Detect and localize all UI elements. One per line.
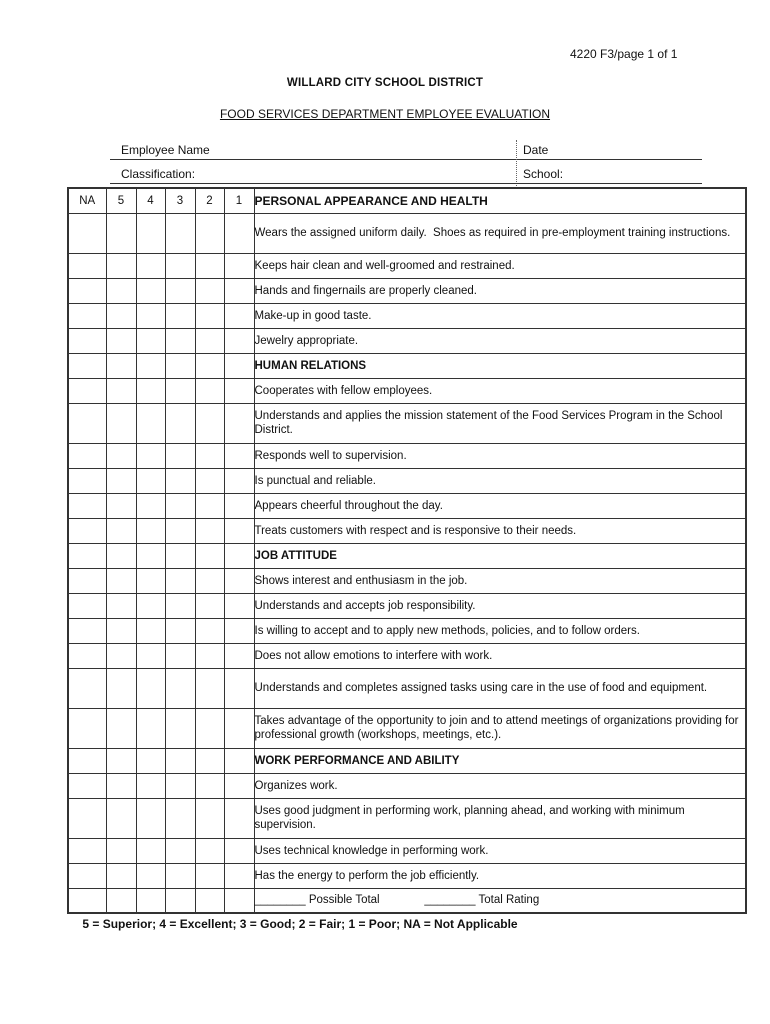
criterion-text: Organizes work. [254, 773, 746, 798]
school-label: School: [523, 167, 564, 181]
rating-cell-1[interactable] [224, 593, 254, 618]
col-4: 4 [136, 188, 165, 213]
rating-cell-1[interactable] [224, 213, 254, 253]
rating-cell-na[interactable] [68, 798, 106, 838]
rating-cell-5[interactable] [106, 568, 136, 593]
criterion-row [68, 213, 746, 253]
rating-cell-na[interactable] [68, 643, 106, 668]
rating-cell-1[interactable] [224, 863, 254, 888]
employee-name-label: Employee Name [121, 143, 210, 157]
rating-cell-3[interactable] [165, 708, 195, 748]
rating-cell-na[interactable] [68, 378, 106, 403]
col-na: NA [68, 188, 106, 213]
rating-cell-4[interactable] [136, 888, 165, 913]
rating-cell-na[interactable] [68, 618, 106, 643]
rating-cell-5[interactable] [106, 798, 136, 838]
criterion-text: Uses good judgment in performing work, planning ahead, and working with minimum supervision. [254, 798, 746, 838]
rating-cell-3[interactable] [165, 748, 195, 773]
rating-cell-4[interactable] [136, 518, 165, 543]
rating-cell-1[interactable] [224, 773, 254, 798]
rating-cell-4[interactable] [136, 378, 165, 403]
header-divider [516, 140, 517, 186]
rating-cell-4[interactable] [136, 543, 165, 568]
rating-cell-1[interactable] [224, 643, 254, 668]
rating-cell-2[interactable] [195, 618, 224, 643]
criterion-row [68, 708, 746, 748]
rating-cell-1[interactable] [224, 443, 254, 468]
section-row [68, 353, 746, 378]
criterion-text: Takes advantage of the opportunity to join and to attend meetings of organizations providing for professional growth (workshops, meetings, etc.). [254, 708, 746, 748]
section-heading: HUMAN RELATIONS [254, 353, 746, 378]
section-heading: WORK PERFORMANCE AND ABILITY [254, 748, 746, 773]
rating-cell-5[interactable] [106, 278, 136, 303]
rating-cell-3[interactable] [165, 773, 195, 798]
evaluation-table [67, 187, 747, 914]
rating-cell-na[interactable] [68, 668, 106, 708]
classification-line[interactable] [110, 183, 702, 184]
rating-cell-na[interactable] [68, 493, 106, 518]
rating-cell-1[interactable] [224, 518, 254, 543]
rating-cell-2[interactable] [195, 708, 224, 748]
rating-cell-na[interactable] [68, 303, 106, 328]
rating-cell-3[interactable] [165, 518, 195, 543]
rating-cell-3[interactable] [165, 468, 195, 493]
classification-label: Classification: [121, 167, 196, 181]
rating-cell-3[interactable] [165, 353, 195, 378]
rating-cell-4[interactable] [136, 618, 165, 643]
rating-cell-3[interactable] [165, 303, 195, 328]
section-row [68, 543, 746, 568]
rating-cell-2[interactable] [195, 568, 224, 593]
district-name: WILLARD CITY SCHOOL DISTRICT [286, 77, 484, 89]
rating-cell-5[interactable] [106, 518, 136, 543]
rating-cell-na[interactable] [68, 748, 106, 773]
rating-cell-1[interactable] [224, 668, 254, 708]
criterion-text: Keeps hair clean and well-groomed and restrained. [254, 253, 746, 278]
rating-cell-2[interactable] [195, 888, 224, 913]
rating-cell-3[interactable] [165, 543, 195, 568]
criterion-text: Understands and completes assigned tasks using care in the use of food and equipment. [254, 668, 746, 708]
rating-cell-4[interactable] [136, 593, 165, 618]
rating-cell-4[interactable] [136, 838, 165, 863]
criterion-row [68, 888, 746, 913]
rating-cell-2[interactable] [195, 643, 224, 668]
form-title: FOOD SERVICES DEPARTMENT EMPLOYEE EVALUATION [219, 107, 551, 121]
criterion-text: Cooperates with fellow employees. [254, 378, 746, 403]
rating-cell-3[interactable] [165, 568, 195, 593]
employee-name-line[interactable] [110, 159, 702, 160]
rating-cell-1[interactable] [224, 888, 254, 913]
rating-cell-1[interactable] [224, 568, 254, 593]
rating-cell-2[interactable] [195, 378, 224, 403]
rating-cell-3[interactable] [165, 328, 195, 353]
criterion-row [68, 493, 746, 518]
rating-cell-na[interactable] [68, 403, 106, 443]
col-3: 3 [165, 188, 195, 213]
criterion-text: Does not allow emotions to interfere with work. [254, 643, 746, 668]
rating-cell-5[interactable] [106, 443, 136, 468]
rating-cell-3[interactable] [165, 278, 195, 303]
rating-cell-1[interactable] [224, 468, 254, 493]
rating-cell-4[interactable] [136, 213, 165, 253]
rating-cell-1[interactable] [224, 493, 254, 518]
rating-cell-3[interactable] [165, 443, 195, 468]
criterion-row [68, 668, 746, 708]
rating-cell-5[interactable] [106, 253, 136, 278]
criterion-text: Understands and accepts job responsibility. [254, 593, 746, 618]
criterion-text: Is willing to accept and to apply new methods, policies, and to follow orders. [254, 618, 746, 643]
rating-cell-1[interactable] [224, 403, 254, 443]
rating-cell-4[interactable] [136, 708, 165, 748]
rating-cell-4[interactable] [136, 493, 165, 518]
table-header-row [68, 188, 746, 213]
rating-cell-4[interactable] [136, 468, 165, 493]
criterion-row [68, 378, 746, 403]
rating-cell-3[interactable] [165, 593, 195, 618]
rating-cell-4[interactable] [136, 443, 165, 468]
criterion-text: Make-up in good taste. [254, 303, 746, 328]
criterion-text: Jewelry appropriate. [254, 328, 746, 353]
criterion-row [68, 443, 746, 468]
rating-cell-5[interactable] [106, 773, 136, 798]
rating-cell-1[interactable] [224, 838, 254, 863]
rating-cell-2[interactable] [195, 748, 224, 773]
rating-legend [0, 917, 770, 931]
rating-cell-3[interactable] [165, 863, 195, 888]
criterion-row [68, 328, 746, 353]
page-identifier: 4220 F3/page 1 of 1 [570, 47, 678, 61]
rating-cell-1[interactable] [224, 378, 254, 403]
rating-cell-3[interactable] [165, 838, 195, 863]
rating-cell-5[interactable] [106, 403, 136, 443]
rating-cell-na[interactable] [68, 468, 106, 493]
criterion-text: Has the energy to perform the job efficiently. [254, 863, 746, 888]
col-5: 5 [106, 188, 136, 213]
rating-cell-3[interactable] [165, 253, 195, 278]
section-heading: JOB ATTITUDE [254, 543, 746, 568]
rating-cell-na[interactable] [68, 863, 106, 888]
rating-cell-4[interactable] [136, 798, 165, 838]
rating-cell-1[interactable] [224, 253, 254, 278]
rating-cell-na[interactable] [68, 328, 106, 353]
rating-cell-5[interactable] [106, 748, 136, 773]
rating-cell-na[interactable] [68, 278, 106, 303]
rating-cell-na[interactable] [68, 543, 106, 568]
rating-cell-4[interactable] [136, 328, 165, 353]
rating-cell-5[interactable] [106, 643, 136, 668]
rating-cell-5[interactable] [106, 593, 136, 618]
rating-cell-2[interactable] [195, 278, 224, 303]
rating-cell-2[interactable] [195, 593, 224, 618]
rating-cell-na[interactable] [68, 443, 106, 468]
rating-cell-5[interactable] [106, 618, 136, 643]
criterion-row [68, 468, 746, 493]
section-row [68, 748, 746, 773]
criterion-text: Is punctual and reliable. [254, 468, 746, 493]
criterion-row [68, 838, 746, 863]
rating-cell-3[interactable] [165, 403, 195, 443]
rating-cell-2[interactable] [195, 798, 224, 838]
rating-cell-1[interactable] [224, 303, 254, 328]
rating-cell-5[interactable] [106, 668, 136, 708]
criterion-row [68, 593, 746, 618]
criterion-text: Shows interest and enthusiasm in the job. [254, 568, 746, 593]
criterion-row [68, 403, 746, 443]
criterion-row [68, 863, 746, 888]
criterion-text: Uses technical knowledge in performing work. [254, 838, 746, 863]
section-personal-appearance: PERSONAL APPEARANCE AND HEALTH [254, 188, 746, 213]
rating-cell-1[interactable] [224, 278, 254, 303]
criterion-text: ________ Possible Total ________ Total Rating [254, 888, 746, 913]
criterion-text: Appears cheerful throughout the day. [254, 493, 746, 518]
rating-cell-na[interactable] [68, 253, 106, 278]
rating-cell-5[interactable] [106, 888, 136, 913]
criterion-row [68, 618, 746, 643]
rating-cell-4[interactable] [136, 568, 165, 593]
rating-cell-2[interactable] [195, 493, 224, 518]
date-label: Date [523, 143, 549, 157]
rating-cell-3[interactable] [165, 493, 195, 518]
rating-cell-4[interactable] [136, 353, 165, 378]
rating-cell-4[interactable] [136, 403, 165, 443]
rating-cell-5[interactable] [106, 708, 136, 748]
rating-cell-na[interactable] [68, 708, 106, 748]
criterion-row [68, 643, 746, 668]
col-1: 1 [224, 188, 254, 213]
rating-cell-2[interactable] [195, 213, 224, 253]
rating-cell-1[interactable] [224, 748, 254, 773]
rating-cell-5[interactable] [106, 213, 136, 253]
rating-cell-2[interactable] [195, 863, 224, 888]
rating-cell-3[interactable] [165, 798, 195, 838]
rating-cell-na[interactable] [68, 518, 106, 543]
rating-cell-5[interactable] [106, 838, 136, 863]
rating-cell-5[interactable] [106, 468, 136, 493]
rating-cell-3[interactable] [165, 668, 195, 708]
criterion-row [68, 568, 746, 593]
rating-cell-3[interactable] [165, 618, 195, 643]
criterion-row [68, 798, 746, 838]
rating-cell-1[interactable] [224, 618, 254, 643]
rating-cell-4[interactable] [136, 668, 165, 708]
criterion-text: Understands and applies the mission statement of the Food Services Program in the School District. [254, 403, 746, 443]
rating-cell-1[interactable] [224, 543, 254, 568]
rating-cell-1[interactable] [224, 708, 254, 748]
criterion-text: Hands and fingernails are properly cleaned. [254, 278, 746, 303]
rating-cell-3[interactable] [165, 213, 195, 253]
rating-cell-1[interactable] [224, 353, 254, 378]
rating-cell-na[interactable] [68, 838, 106, 863]
rating-cell-4[interactable] [136, 773, 165, 798]
rating-cell-2[interactable] [195, 773, 224, 798]
form-title-wrap [0, 107, 770, 121]
rating-cell-na[interactable] [68, 773, 106, 798]
rating-cell-5[interactable] [106, 328, 136, 353]
rating-cell-5[interactable] [106, 863, 136, 888]
rating-cell-5[interactable] [106, 543, 136, 568]
criterion-row [68, 253, 746, 278]
rating-cell-5[interactable] [106, 493, 136, 518]
criterion-text: Treats customers with respect and is responsive to their needs. [254, 518, 746, 543]
rating-cell-5[interactable] [106, 353, 136, 378]
rating-legend-text: 5 = Superior; 4 = Excellent; 3 = Good; 2 = Fair; 1 = Poor; NA = Not Applicable [82, 917, 518, 931]
criterion-row [68, 278, 746, 303]
rating-cell-4[interactable] [136, 278, 165, 303]
rating-cell-4[interactable] [136, 253, 165, 278]
rating-cell-3[interactable] [165, 888, 195, 913]
rating-cell-2[interactable] [195, 518, 224, 543]
rating-cell-4[interactable] [136, 863, 165, 888]
rating-cell-4[interactable] [136, 303, 165, 328]
rating-cell-na[interactable] [68, 213, 106, 253]
criterion-row [68, 303, 746, 328]
rating-cell-na[interactable] [68, 353, 106, 378]
rating-cell-2[interactable] [195, 838, 224, 863]
criterion-row [68, 518, 746, 543]
rating-cell-3[interactable] [165, 378, 195, 403]
criterion-text: Wears the assigned uniform daily. Shoes as required in pre-employment training instructions. [254, 213, 746, 253]
rating-cell-na[interactable] [68, 568, 106, 593]
rating-cell-2[interactable] [195, 403, 224, 443]
rating-cell-5[interactable] [106, 303, 136, 328]
rating-cell-2[interactable] [195, 668, 224, 708]
rating-cell-2[interactable] [195, 353, 224, 378]
rating-cell-2[interactable] [195, 468, 224, 493]
rating-cell-na[interactable] [68, 888, 106, 913]
rating-cell-5[interactable] [106, 378, 136, 403]
col-2: 2 [195, 188, 224, 213]
criterion-row [68, 773, 746, 798]
rating-cell-2[interactable] [195, 543, 224, 568]
rating-cell-4[interactable] [136, 748, 165, 773]
criterion-text: Responds well to supervision. [254, 443, 746, 468]
rating-cell-2[interactable] [195, 328, 224, 353]
rating-cell-1[interactable] [224, 328, 254, 353]
rating-cell-3[interactable] [165, 643, 195, 668]
rating-cell-4[interactable] [136, 643, 165, 668]
rating-cell-2[interactable] [195, 443, 224, 468]
rating-cell-2[interactable] [195, 303, 224, 328]
rating-cell-na[interactable] [68, 593, 106, 618]
rating-cell-1[interactable] [224, 798, 254, 838]
rating-cell-2[interactable] [195, 253, 224, 278]
